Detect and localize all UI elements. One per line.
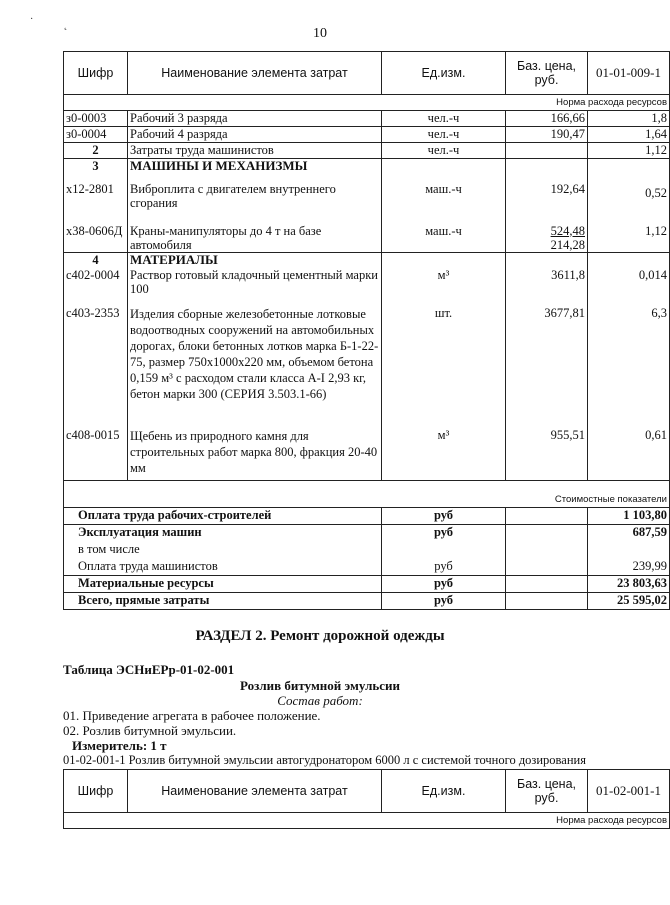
header-name: Наименование элемента затрат <box>128 52 382 95</box>
cost-unit: руб <box>382 593 506 610</box>
row-price: 524,48 <box>550 223 585 238</box>
table-name: Таблица ЭСНиЕРр-01-02-001 <box>63 662 235 677</box>
cost-name: Всего, прямые затраты <box>64 593 382 610</box>
header-name: Наименование элемента затрат <box>128 770 382 813</box>
row-price: 955,51 <box>506 424 588 480</box>
header-table-id: 01-02-001-1 <box>588 770 670 813</box>
row-norm: 6,3 <box>588 302 670 424</box>
cost-label: Стоимостные показатели <box>64 492 670 508</box>
row-unit: маш.-ч <box>382 176 506 218</box>
table-row <box>64 424 670 480</box>
cost-value: 25 595,02 <box>588 593 670 610</box>
cost-value: 23 803,63 <box>588 576 670 593</box>
table-header-row <box>64 770 670 813</box>
header-code: Шифр <box>64 770 128 813</box>
cost-label-row <box>64 492 670 508</box>
cost-name: Материальные ресурсы <box>64 576 382 593</box>
cost-value: 1 103,80 <box>588 508 670 525</box>
row-code: х38-0606Д <box>64 218 128 253</box>
cost-unit: руб <box>382 576 506 593</box>
table-row <box>64 302 670 424</box>
table-row <box>64 111 670 127</box>
row-norm: 0,014 <box>588 268 670 302</box>
row-norm: 1,8 <box>588 111 670 127</box>
work-description: 01-02-001-1 Розлив битумной эмульсии автогудронатором 6000 л с системой точного дозирования <box>63 753 586 767</box>
section-name: МАТЕРИАЛЫ <box>128 252 382 268</box>
cost-name: в том числе <box>64 542 382 559</box>
row-norm: 1,12 <box>588 218 670 253</box>
cost-name: Эксплуатация машин <box>64 525 382 542</box>
cost-value <box>588 542 670 559</box>
works-title: Состав работ: <box>277 693 363 708</box>
cost-value: 687,59 <box>588 525 670 542</box>
table-row <box>64 268 670 302</box>
row-name: Изделия сборные железобетонные лотковые водоотводных сооружений на автомобильных дорогах, блоки бетонных лотков марка Б-1-22-75, размер 750х1000х220 мм, объемом бетона 0,159 м³ с расходом стали класса А-I 2,93 кг, бетон марки 300 (СЕРИЯ 3.503.1-66) <box>128 302 382 424</box>
row-code: с408-0015 <box>64 424 128 480</box>
norm-label: Норма расхода ресурсов <box>64 813 670 829</box>
spacer-row <box>64 480 670 492</box>
row-norm: 0,52 <box>588 176 670 218</box>
row-price: 3611,8 <box>506 268 588 302</box>
row-code: с402-0004 <box>64 268 128 302</box>
table-header-row <box>64 52 670 95</box>
header-table-id: 01-01-009-1 <box>588 52 670 95</box>
header-unit: Ед.изм. <box>382 770 506 813</box>
row-unit: шт. <box>382 302 506 424</box>
scan-mark-dot: · <box>30 14 34 25</box>
row-name: Краны-манипуляторы до 4 т на базе автомобиля <box>128 218 382 253</box>
table-title: Розлив битумной эмульсии <box>240 678 400 693</box>
row-unit: чел.-ч <box>382 143 506 159</box>
section-number: 3 <box>64 159 128 176</box>
scan-mark-comma: ˛ <box>64 20 68 31</box>
table-row <box>64 127 670 143</box>
meter-label: Измеритель: 1 т <box>72 738 167 753</box>
row-price-secondary: 214,28 <box>550 237 585 252</box>
cost-unit <box>382 542 506 559</box>
resource-table <box>63 51 670 610</box>
section-title: РАЗДЕЛ 2. Ремонт дорожной одежды <box>195 628 445 644</box>
table-row <box>64 218 670 253</box>
row-name: Затраты труда машинистов <box>128 143 382 159</box>
row-price: 190,47 <box>506 127 588 143</box>
header-code: Шифр <box>64 52 128 95</box>
works-item: 01. Приведение агрегата в рабочее положение. <box>63 708 321 723</box>
row-unit: м³ <box>382 424 506 480</box>
header-price: Баз. цена, руб. <box>506 52 588 95</box>
row-unit: м³ <box>382 268 506 302</box>
row-price: 3677,81 <box>506 302 588 424</box>
row-price: 166,66 <box>506 111 588 127</box>
norm-label-row <box>64 95 670 111</box>
section-row <box>64 252 670 268</box>
row-norm: 1,64 <box>588 127 670 143</box>
cost-row <box>64 559 670 576</box>
row-code: з0-0004 <box>64 127 128 143</box>
row-code: з0-0003 <box>64 111 128 127</box>
row-name: Рабочий 4 разряда <box>128 127 382 143</box>
table-row <box>64 143 670 159</box>
cost-row <box>64 542 670 559</box>
resource-table-2 <box>63 769 670 829</box>
cost-row <box>64 508 670 525</box>
row-norm: 0,61 <box>588 424 670 480</box>
row-code: 2 <box>64 143 128 159</box>
works-item: 02. Розлив битумной эмульсии. <box>63 723 237 738</box>
cost-name: Оплата труда рабочих-строителей <box>64 508 382 525</box>
row-name: Рабочий 3 разряда <box>128 111 382 127</box>
cost-row <box>64 525 670 542</box>
row-price <box>506 143 588 159</box>
cost-unit: руб <box>382 525 506 542</box>
table-row <box>64 176 670 218</box>
row-unit: маш.-ч <box>382 218 506 253</box>
page-number: 10 <box>313 26 327 41</box>
cost-row <box>64 576 670 593</box>
row-name: Щебень из природного камня для строительных работ марка 800, фракция 20-40 мм <box>128 424 382 480</box>
row-code: с403-2353 <box>64 302 128 424</box>
cost-name: Оплата труда машинистов <box>64 559 382 576</box>
norm-label-row <box>64 813 670 829</box>
cost-value: 239,99 <box>588 559 670 576</box>
row-name: Раствор готовый кладочный цементный марки 100 <box>128 268 382 302</box>
cost-row <box>64 593 670 610</box>
section-number: 4 <box>64 252 128 268</box>
row-price: 192,64 <box>506 176 588 218</box>
cost-unit: руб <box>382 508 506 525</box>
section-name: МАШИНЫ И МЕХАНИЗМЫ <box>128 159 382 176</box>
row-code: х12-2801 <box>64 176 128 218</box>
row-norm: 1,12 <box>588 143 670 159</box>
section-row <box>64 159 670 176</box>
header-unit: Ед.изм. <box>382 52 506 95</box>
cost-unit: руб <box>382 559 506 576</box>
row-name: Виброплита с двигателем внутреннего сгорания <box>128 176 382 218</box>
header-price: Баз. цена, руб. <box>506 770 588 813</box>
row-unit: чел.-ч <box>382 127 506 143</box>
row-unit: чел.-ч <box>382 111 506 127</box>
norm-label: Норма расхода ресурсов <box>64 95 670 111</box>
